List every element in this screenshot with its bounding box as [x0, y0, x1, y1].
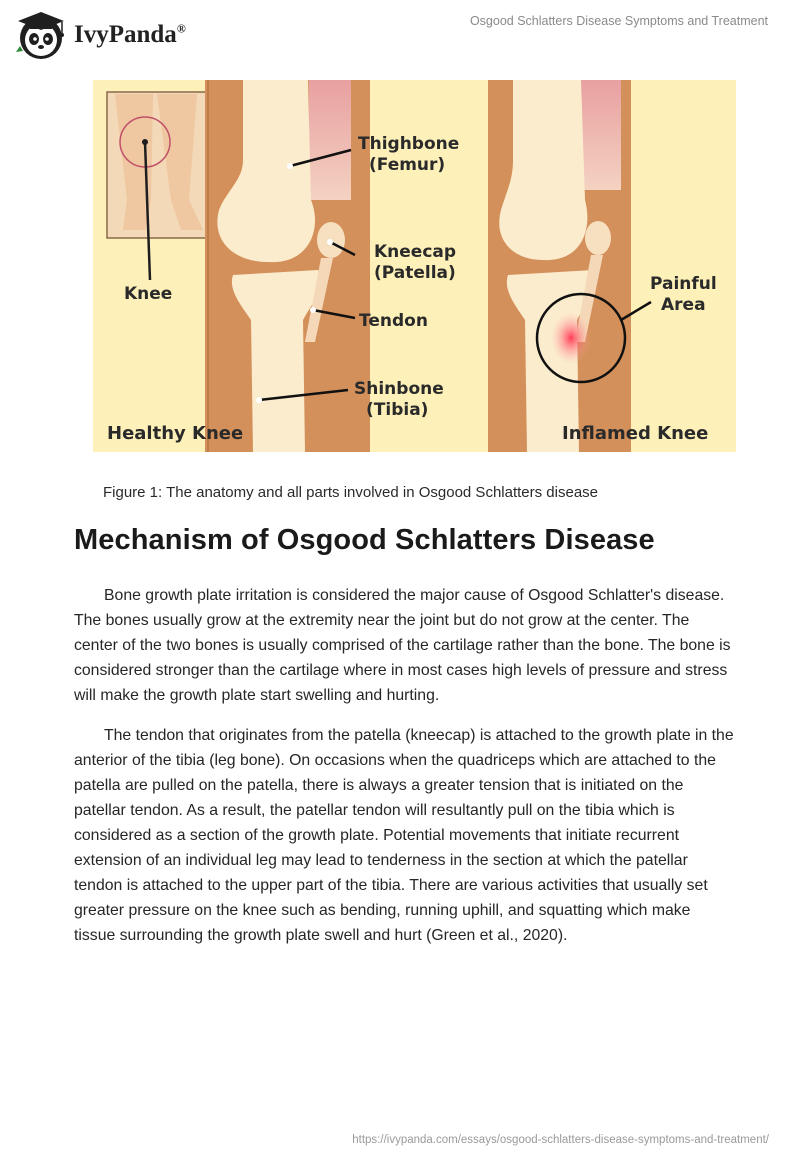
knee-anatomy-figure	[93, 80, 736, 452]
source-url[interactable]: https://ivypanda.com/essays/osgood-schlatters-disease-symptoms-and-treatment/	[352, 1134, 769, 1146]
label-femur: (Femur)	[369, 155, 446, 175]
label-inflamed-knee: Inflamed Knee	[562, 423, 709, 444]
label-shinbone: Shinbone	[354, 379, 444, 399]
painful-area-highlight	[551, 312, 591, 364]
panda-logo-icon	[14, 8, 68, 62]
brand-name: IvyPanda®	[74, 21, 186, 48]
logo[interactable]	[14, 8, 186, 62]
figure-caption: Figure 1: The anatomy and all parts involved in Osgood Schlatters disease	[103, 484, 598, 501]
label-healthy-knee: Healthy Knee	[107, 423, 244, 444]
paragraph: Bone growth plate irritation is considered the major cause of Osgood Schlatter's disease. The bones usually grow at the extremity near the joint but do not grow at the center. The center of the two bones is usually comprised of the cartilage rather than the bone. The bone is considered stronger than the cartilage where in most cases high levels of pressure and stress will make the growth plate start swelling and hurting.	[74, 587, 731, 704]
paragraph: The tendon that originates from the patella (kneecap) is attached to the growth plate in the anterior of the tibia (leg bone). On occasions when the quadriceps which are attached to the patella are pulled on the patella, there is always a greater tension that is initiated on the patellar tendon. As a result, the patellar tendon will resultantly pull on the tibia which is considered as a section of the growth plate. Potential movements that initiate recurrent extension of an individual leg may lead to tenderness in the section at which the patellar tendon is attached to the upper part of the tibia. There are various activities that usually set greater pressure on the knee such as bending, running uphill, and squatting which make tissue surrounding the growth plate swell and hurt (Green et al., 2020).	[74, 727, 734, 944]
article-body	[74, 583, 734, 963]
section-heading: Mechanism of Osgood Schlatters Disease	[74, 524, 655, 556]
knee-diagram	[93, 80, 736, 452]
label-thighbone: Thighbone	[358, 134, 460, 154]
page-header	[0, 0, 800, 70]
document-title: Osgood Schlatters Disease Symptoms and Treatment	[469, 14, 768, 28]
label-patella: (Patella)	[374, 263, 456, 283]
label-tendon: Tendon	[359, 311, 428, 331]
label-area: Area	[661, 295, 706, 315]
label-kneecap: Kneecap	[374, 242, 457, 262]
label-tibia: (Tibia)	[366, 400, 429, 420]
label-painful: Painful	[650, 274, 717, 294]
inflamed-knee-illustration	[488, 80, 651, 452]
label-knee: Knee	[124, 284, 173, 304]
